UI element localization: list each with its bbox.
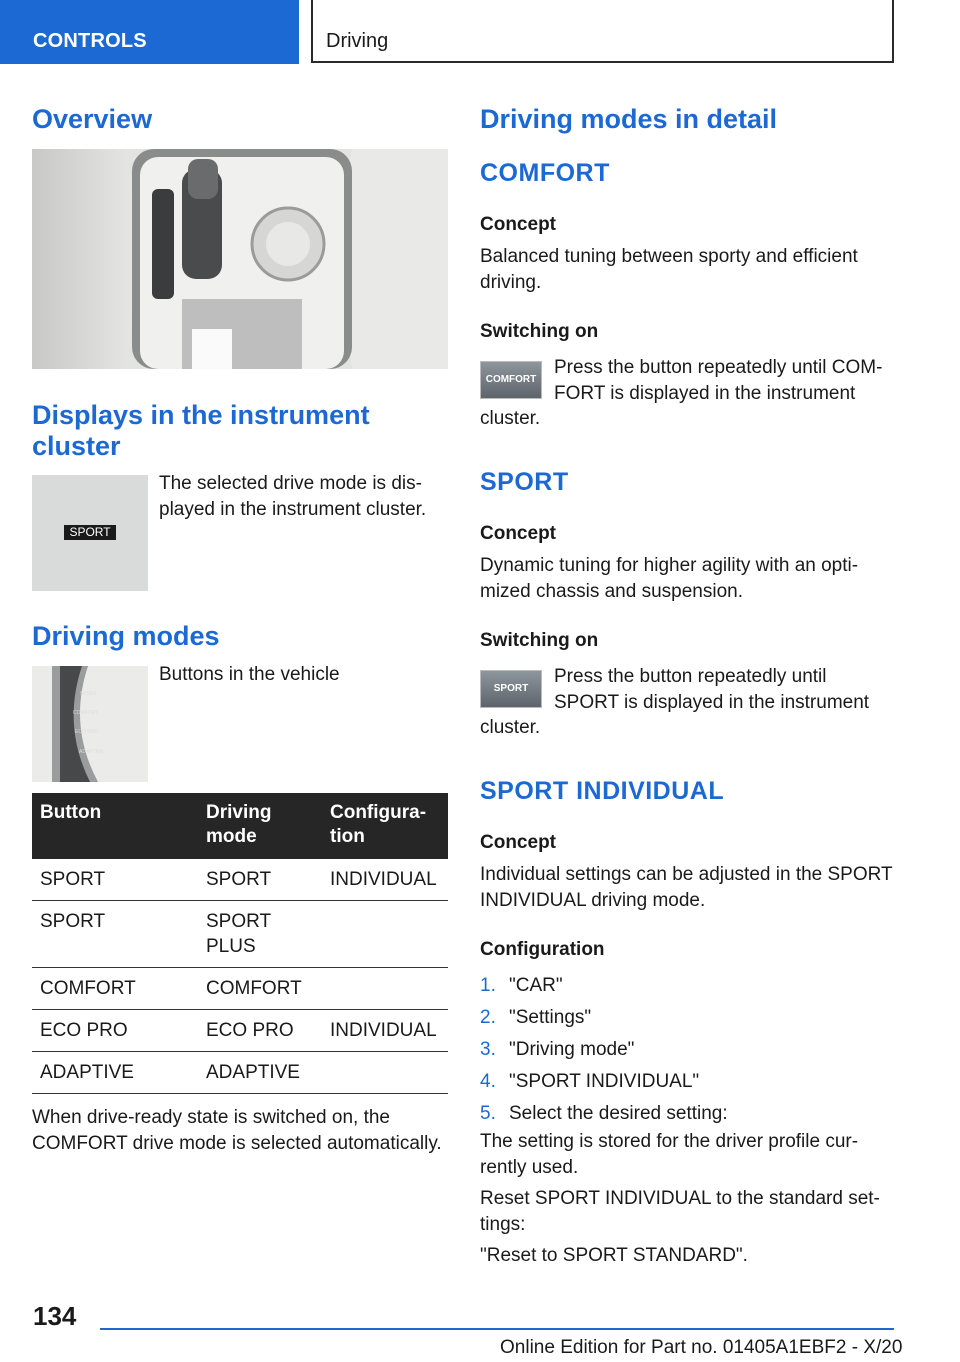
chapter-tab xyxy=(311,0,894,63)
step-text: "SPORT INDIVIDUAL" xyxy=(509,1071,700,1092)
step-text: "CAR" xyxy=(509,975,563,996)
stored-line2: rently used. xyxy=(480,1156,579,1178)
table-cell: COMFORT xyxy=(32,968,198,1010)
table-cell: INDIVIDUAL xyxy=(322,1010,448,1052)
detail-heading: Driving modes in detail xyxy=(480,104,778,134)
reset-menu-item: "Reset to SPORT STANDARD". xyxy=(480,1245,748,1266)
table-header-row xyxy=(32,793,448,859)
sport-individual-concept-line2: INDIVIDUAL driving mode. xyxy=(480,889,706,911)
step-number: 3. xyxy=(480,1039,496,1060)
vehicle-button-1: SPORT xyxy=(80,691,98,697)
sport-individual-concept-line1: Individual settings can be adjusted in the SPORT xyxy=(480,864,893,885)
table-cell: ADAPTIVE xyxy=(32,1052,198,1094)
section-title: CONTROLS xyxy=(33,30,147,52)
stored-line1: The setting is stored for the driver profile cur‐ xyxy=(480,1131,859,1152)
table-row xyxy=(32,859,448,901)
overview-heading: Overview xyxy=(32,104,153,134)
sport-switch-line2: SPORT is displayed in the instrument xyxy=(554,691,870,713)
comfort-concept-line2: driving. xyxy=(480,271,542,293)
instrument-cluster-image xyxy=(32,475,148,591)
vehicle-button-4: ADAPTIVE xyxy=(79,749,104,755)
sport-button-image xyxy=(480,670,542,708)
chapter-title: Driving xyxy=(326,30,389,52)
driving-modes-table xyxy=(32,793,448,1094)
sport-concept-text xyxy=(480,553,858,604)
comfort-switch-line3: cluster. xyxy=(480,408,541,429)
drive-ready-note-line1: When drive-ready state is switched on, the xyxy=(32,1107,391,1128)
sport-concept-line2: mized chassis and suspension. xyxy=(480,580,743,602)
table-cell xyxy=(322,1052,448,1094)
step-number: 4. xyxy=(480,1071,496,1092)
table-row xyxy=(32,901,448,968)
table-cell: SPORT xyxy=(32,901,198,968)
step-text: "Settings" xyxy=(509,1007,592,1028)
sport-switch-line1: Press the button repeatedly until xyxy=(554,666,827,687)
section-tab xyxy=(0,0,299,64)
comfort-button-label: COMFORT xyxy=(485,374,537,385)
comfort-switch-line1: Press the button repeatedly until COM‐ xyxy=(554,357,883,378)
comfort-concept-label: Concept xyxy=(480,214,556,235)
reset-line2: tings: xyxy=(480,1213,526,1235)
sport-individual-concept-text xyxy=(480,862,893,913)
comfort-switch-label: Switching on xyxy=(480,321,599,342)
table-row xyxy=(32,968,448,1010)
comfort-switch-text xyxy=(554,355,882,406)
comfort-concept-line1: Balanced tuning between sporty and efficient xyxy=(480,246,858,267)
displays-text-line2: played in the instrument cluster. xyxy=(159,498,427,520)
vehicle-buttons-image xyxy=(32,666,148,782)
table-row xyxy=(32,1010,448,1052)
step-text: Select the desired setting: xyxy=(509,1103,728,1124)
footer-divider xyxy=(100,1328,894,1330)
table-cell: SPORT xyxy=(198,859,322,901)
gear-selector-image xyxy=(32,149,448,369)
driving-modes-heading: Driving modes xyxy=(32,621,220,651)
table-cell xyxy=(322,901,448,968)
table-cell: COMFORT xyxy=(198,968,322,1010)
displays-text-line1: The selected drive mode is dis‐ xyxy=(159,473,422,494)
table-cell: ADAPTIVE xyxy=(198,1052,322,1094)
reset-line1: Reset SPORT INDIVIDUAL to the standard set‐ xyxy=(480,1188,880,1209)
footer-edition: Online Edition for Part no. 01405A1EBF2 - X/20 xyxy=(500,1337,903,1358)
configuration-label: Configuration xyxy=(480,939,605,960)
sport-switch-label: Switching on xyxy=(480,630,599,651)
sport-concept-line1: Dynamic tuning for higher agility with an opti‐ xyxy=(480,555,859,576)
comfort-heading: COMFORT xyxy=(480,159,610,187)
stored-text xyxy=(480,1129,858,1180)
step-text: "Driving mode" xyxy=(509,1039,635,1060)
displays-heading xyxy=(32,400,370,462)
step-number: 2. xyxy=(480,1007,496,1028)
reset-text xyxy=(480,1186,880,1237)
displays-heading-line2: cluster xyxy=(32,431,121,461)
comfort-switch-line2: FORT is displayed in the instrument xyxy=(554,382,856,404)
sport-concept-label: Concept xyxy=(480,523,556,544)
sport-badge: SPORT xyxy=(64,525,116,540)
table-row xyxy=(32,1052,448,1094)
comfort-button-image xyxy=(480,361,542,399)
displays-heading-line1: Displays in the instrument xyxy=(32,400,370,430)
table-cell: SPORT xyxy=(32,859,198,901)
sport-button-label: SPORT xyxy=(493,683,529,694)
table-header-button: Button xyxy=(32,793,198,859)
drive-ready-note-line2: COMFORT drive mode is selected automatically. xyxy=(32,1132,442,1154)
sport-individual-concept-label: Concept xyxy=(480,832,556,853)
sport-switch-line3: cluster. xyxy=(480,717,541,738)
sport-individual-heading: SPORT INDIVIDUAL xyxy=(480,777,725,805)
driving-modes-text: Buttons in the vehicle xyxy=(159,664,340,685)
table-cell: SPORT PLUS xyxy=(198,901,322,968)
table-cell: ECO PRO xyxy=(32,1010,198,1052)
table-header-driving-mode: Driving mode xyxy=(198,793,322,859)
table-header-configuration: Configura‐ tion xyxy=(322,793,448,859)
step-number: 1. xyxy=(480,975,496,996)
table-cell: ECO PRO xyxy=(198,1010,322,1052)
table-cell xyxy=(322,968,448,1010)
step-number: 5. xyxy=(480,1103,496,1124)
vehicle-button-3: ECO PRO xyxy=(75,729,99,735)
comfort-concept-text xyxy=(480,244,858,295)
table-cell: INDIVIDUAL xyxy=(322,859,448,901)
sport-heading: SPORT xyxy=(480,468,569,496)
page-number: 134 xyxy=(33,1301,77,1331)
displays-text xyxy=(159,471,426,522)
drive-ready-note xyxy=(32,1105,442,1156)
sport-switch-text xyxy=(554,664,869,715)
vehicle-button-2: COMFORT xyxy=(73,710,99,716)
